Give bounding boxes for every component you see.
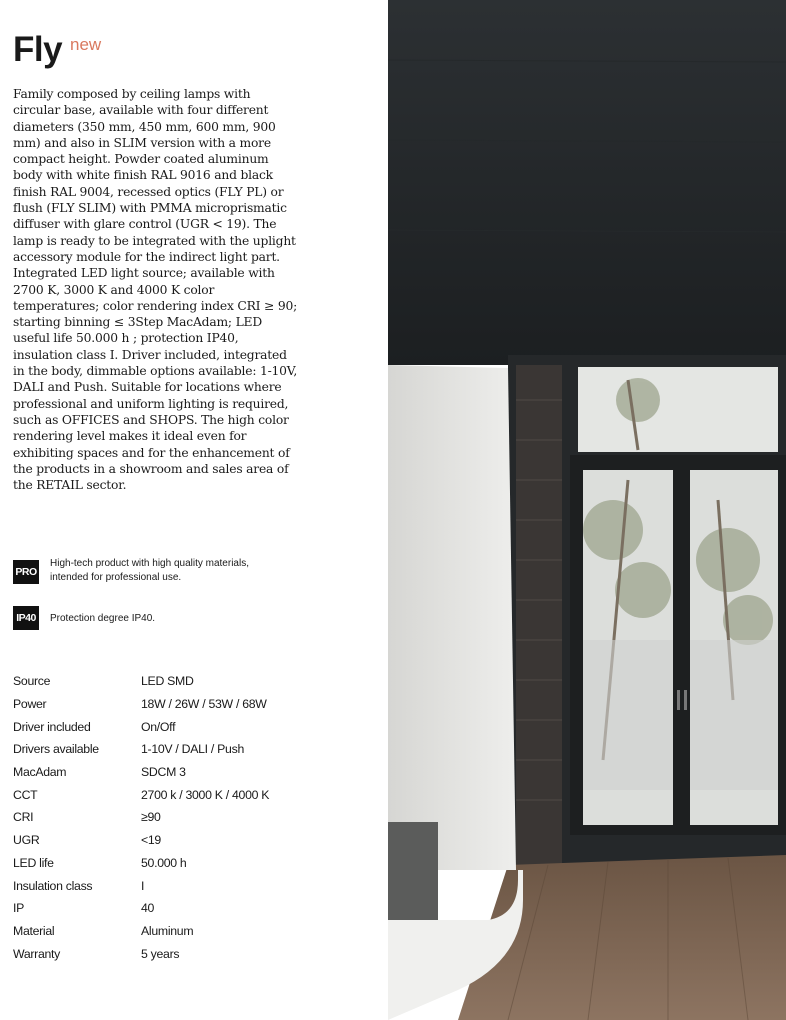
- spec-key: Insulation class: [13, 878, 93, 893]
- spec-key: Warranty: [13, 946, 61, 961]
- spec-row-cri: [13, 806, 269, 829]
- spec-key: Drivers available: [13, 742, 99, 757]
- spec-row-source: [13, 670, 269, 693]
- spec-value: 2700 k / 3000 K / 4000 K: [141, 787, 270, 802]
- spec-table: [13, 670, 269, 965]
- spec-row-led-life: [13, 852, 269, 875]
- spec-key: LED life: [13, 855, 54, 870]
- spec-value: LED SMD: [141, 674, 194, 689]
- spec-row-power: [13, 693, 269, 716]
- spec-value: 1-10V / DALI / Push: [141, 742, 244, 757]
- bench-cushion: [388, 822, 438, 922]
- spec-row-cct: [13, 783, 269, 806]
- spec-value: SDCM 3: [141, 765, 186, 780]
- spec-row-ugr: [13, 829, 269, 852]
- spec-key: IP: [13, 901, 25, 916]
- spec-value: <19: [141, 833, 161, 848]
- pro-badge-text-line-1: High-tech product with high quality materials,: [50, 558, 249, 569]
- spec-key: CCT: [13, 787, 38, 802]
- spec-value: 18W / 26W / 53W / 68W: [141, 697, 267, 712]
- product-info-panel: [0, 0, 388, 1020]
- ceiling: [388, 0, 786, 365]
- spec-key: Material: [13, 923, 55, 938]
- pro-badge-description: [50, 557, 249, 585]
- spec-value: On/Off: [141, 719, 176, 734]
- product-description: Family composed by ceiling lamps with circular base, available with four different diameters (350 mm, 450 mm, 600 mm, 900 mm) and also in SLIM version with a more compact height. Powder coated aluminum body with white finish RAL 9016 and black finish RAL 9004, recessed optics (FLY PL) or flush (FLY SLIM) with PMMA microprismatic diffuser with glare control (UGR < 19). The lamp is ready to be integrated with the uplight accessory module for the indirect light part. Integrated LED light source; available with 2700 K, 3000 K and 4000 K color temperatures; color rendering index CRI ≥ 90; starting binning ≤ 3Step MacAdam; LED useful life 50.000 h ; protection IP40, insulation class I. Driver included, integrated in the body, dimmable options available: 1-10V, DALI and Push. Suitable for locations where professional and uniform lighting is required, such as OFFICES and SHOPS. The high color rendering level makes it ideal even for exhibiting spaces and for the enhancement of the products in a showroom and sales area of the RETAIL sector.: [13, 87, 298, 493]
- spec-key: Driver included: [13, 719, 91, 734]
- product-title: Fly: [13, 30, 63, 69]
- spec-row-warranty: [13, 942, 269, 965]
- door-handle: [677, 690, 680, 710]
- fence-right: [690, 640, 778, 790]
- interior-scene-illustration: [388, 0, 786, 1020]
- spec-row-insulation-class: [13, 874, 269, 897]
- spec-key: UGR: [13, 833, 40, 848]
- spec-value: Aluminum: [141, 923, 194, 938]
- ip40-badge-text-line-1: Protection degree IP40.: [50, 613, 156, 624]
- ip40-badge-description: [50, 612, 155, 626]
- spec-key: CRI: [13, 810, 34, 825]
- spec-row-drivers-available: [13, 738, 269, 761]
- spec-row-ip: [13, 897, 269, 920]
- spec-value: 40: [141, 901, 155, 916]
- new-label: new: [70, 35, 102, 54]
- interior-photo: [388, 0, 786, 1020]
- spec-value: I: [141, 878, 145, 893]
- spec-row-material: [13, 920, 269, 943]
- spec-value: ≥90: [141, 810, 161, 825]
- pro-badge-text-line-2: intended for professional use.: [50, 572, 182, 583]
- door-handle: [684, 690, 687, 710]
- transom-window: [578, 367, 778, 452]
- spec-row-driver-included: [13, 715, 269, 738]
- pro-badge: PRO: [13, 560, 39, 584]
- spec-key: Power: [13, 697, 47, 712]
- white-partition: [388, 365, 516, 870]
- spec-key: MacAdam: [13, 765, 67, 780]
- ip40-badge: IP40: [13, 606, 39, 630]
- spec-key: Source: [13, 674, 51, 689]
- spec-value: 5 years: [141, 946, 180, 961]
- spec-value: 50.000 h: [141, 855, 187, 870]
- fence-left: [583, 640, 673, 790]
- spec-row-macadam: [13, 761, 269, 784]
